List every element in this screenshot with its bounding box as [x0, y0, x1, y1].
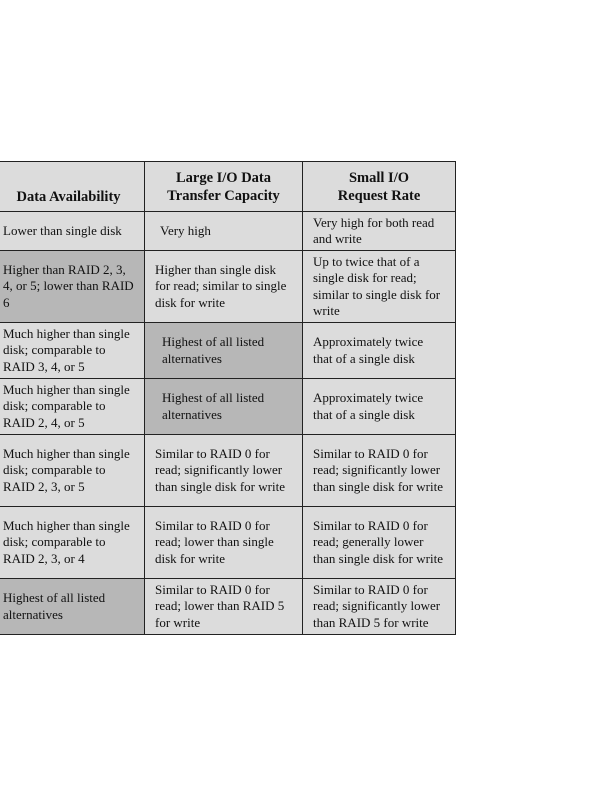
- large-io-cell: Similar to RAID 0 for read; lower than RAID 5 for write: [145, 579, 303, 635]
- raid-comparison-table: [0, 161, 456, 635]
- availability-cell: Lower than single disk: [0, 212, 145, 251]
- table-row: [0, 323, 456, 379]
- header-large-io-line-2: Transfer Capacity: [167, 187, 280, 204]
- large-io-cell: Very high: [145, 212, 303, 251]
- table-header-row: [0, 162, 456, 212]
- table-row: [0, 435, 456, 507]
- header-large-io-line-1: Large I/O Data: [175, 169, 272, 186]
- header-small-io-line-2: Request Rate: [337, 187, 421, 204]
- small-io-cell: Approximately twice that of a single disk: [303, 379, 456, 435]
- large-io-cell: Highest of all listed alternatives: [145, 323, 303, 379]
- availability-cell: Much higher than single disk; comparable to RAID 2, 4, or 5: [0, 379, 145, 435]
- availability-cell: Much higher than single disk; comparable to RAID 3, 4, or 5: [0, 323, 145, 379]
- table-row: [0, 579, 456, 635]
- large-io-cell: Higher than single disk for read; similar to single disk for write: [145, 251, 303, 323]
- small-io-cell: Very high for both read and write: [303, 212, 456, 251]
- small-io-cell: Similar to RAID 0 for read; significantly lower than single disk for write: [303, 435, 456, 507]
- large-io-cell: Similar to RAID 0 for read; lower than single disk for write: [145, 507, 303, 579]
- large-io-cell: Highest of all listed alternatives: [145, 379, 303, 435]
- header-large-io-transfer: [145, 162, 303, 212]
- availability-cell: Much higher than single disk; comparable to RAID 2, 3, or 4: [0, 507, 145, 579]
- large-io-cell: Similar to RAID 0 for read; significantly lower than single disk for write: [145, 435, 303, 507]
- small-io-cell: Up to twice that of a single disk for read; similar to single disk for write: [303, 251, 456, 323]
- availability-cell: Higher than RAID 2, 3, 4, or 5; lower than RAID 6: [0, 251, 145, 323]
- table-row: [0, 379, 456, 435]
- header-small-io-rate: [303, 162, 456, 212]
- header-small-io-line-1: Small I/O: [348, 169, 410, 186]
- availability-cell: Much higher than single disk; comparable to RAID 2, 3, or 5: [0, 435, 145, 507]
- header-data-availability: [0, 162, 145, 212]
- table-row: [0, 212, 456, 251]
- header-data-availability-text: Data Availability: [16, 189, 121, 205]
- small-io-cell: Similar to RAID 0 for read; generally lower than single disk for write: [303, 507, 456, 579]
- availability-cell: Highest of all listed alternatives: [0, 579, 145, 635]
- table-row: [0, 507, 456, 579]
- small-io-cell: Approximately twice that of a single disk: [303, 323, 456, 379]
- small-io-cell: Similar to RAID 0 for read; significantly lower than RAID 5 for write: [303, 579, 456, 635]
- table-row: [0, 251, 456, 323]
